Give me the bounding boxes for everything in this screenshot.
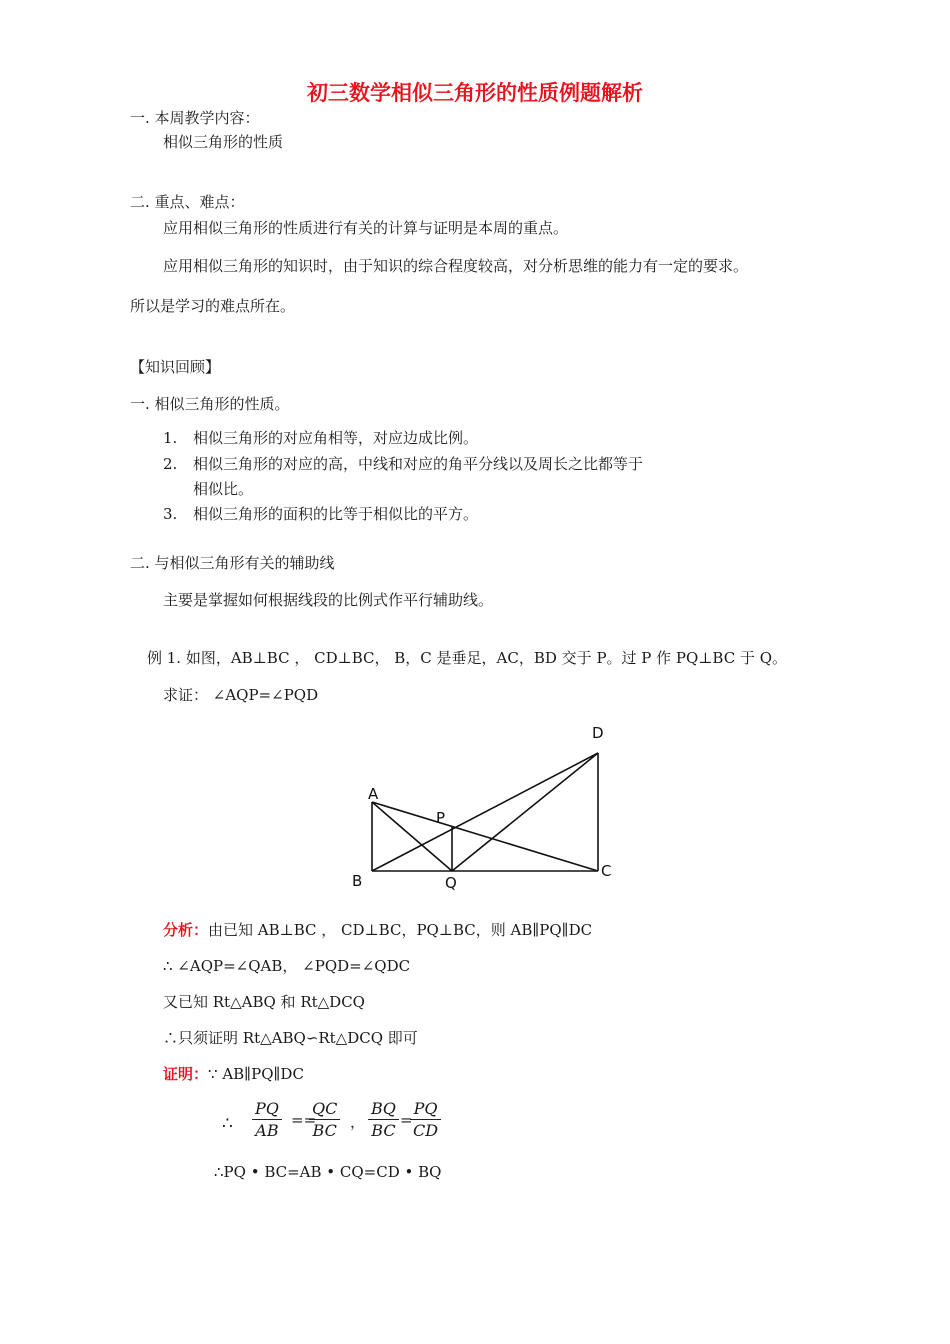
fraction-denominator: BC — [312, 1121, 337, 1140]
example-to-prove: 求证： ∠AQP=∠PQD — [163, 686, 319, 704]
label-B: B — [352, 872, 363, 890]
segment-QD — [452, 753, 598, 871]
list-item-number: 2. — [163, 455, 178, 473]
fraction-denominator: BC — [371, 1121, 396, 1140]
section-2-paragraph-2: 应用相似三角形的知识时，由于知识的综合程度较高，对分析思维的能力有一定的要求。 — [163, 257, 749, 275]
section-2-heading: 二. 重点、难点： — [130, 193, 245, 211]
fraction-numerator: PQ — [255, 1099, 279, 1118]
example-statement: 例 1. 如图，AB⊥BC ， CD⊥BC， B，C 是垂足，AC，BD 交于 P。过 P 作 PQ⊥BC 于 Q。 — [147, 649, 788, 667]
geometry-figure — [340, 715, 630, 895]
label-C: C — [601, 862, 612, 880]
section-1-content: 相似三角形的性质 — [163, 133, 284, 151]
fraction-denominator: CD — [413, 1121, 439, 1140]
list-item-text: 相似三角形的对应角相等，对应边成比例。 — [193, 429, 479, 447]
fraction-numerator: BQ — [371, 1099, 396, 1118]
equals-sign: == — [291, 1111, 317, 1129]
fraction-qc-bc — [309, 1099, 340, 1142]
section-2-paragraph-2-continued: 所以是学习的难点所在。 — [130, 297, 296, 315]
proof-line-1 — [163, 1064, 304, 1084]
comma: ， — [350, 1113, 366, 1131]
list-item-text: 相似比。 — [193, 480, 254, 498]
fraction-pq-ab — [252, 1099, 282, 1142]
equals-sign: = — [400, 1111, 413, 1129]
proof-conclusion: ∴PQ • BC=AB • CQ=CD • BQ — [214, 1163, 442, 1181]
review-heading: 【知识回顾】 — [130, 358, 221, 376]
fraction-numerator: PQ — [413, 1099, 438, 1118]
section-2-paragraph-1: 应用相似三角形的性质进行有关的计算与证明是本周的重点。 — [163, 219, 569, 237]
analysis-line-3: 又已知 Rt△ABQ 和 Rt△DCQ — [163, 993, 365, 1011]
section-1-heading: 一. 本周教学内容： — [130, 109, 260, 127]
label-Q: Q — [445, 874, 457, 892]
fraction-numerator: QC — [312, 1099, 338, 1118]
proof-text-1: ∵ AB∥PQ∥DC — [208, 1065, 304, 1083]
analysis-label: 分析： — [163, 921, 209, 939]
list-item-number: 3. — [163, 505, 178, 523]
proof-label: 证明： — [163, 1065, 209, 1083]
page-title: 初三数学相似三角形的性质例题解析 — [307, 81, 643, 105]
list-item-text: 相似三角形的面积的比等于相似比的平方。 — [193, 505, 479, 523]
analysis-line-4: ∴只须证明 Rt△ABQ∽Rt△DCQ 即可 — [163, 1029, 418, 1047]
fraction-denominator: AB — [255, 1121, 279, 1140]
review-subheading-1: 一. 相似三角形的性质。 — [130, 395, 290, 413]
label-A: A — [368, 785, 379, 803]
analysis-line-2: ∴ ∠AQP=∠QAB， ∠PQD=∠QDC — [163, 957, 411, 975]
label-P: P — [436, 809, 446, 827]
list-item-text: 相似三角形的对应的高，中线和对应的角平分线以及周长之比都等于 — [193, 455, 644, 473]
review-subheading-2-text: 主要是掌握如何根据线段的比例式作平行辅助线。 — [163, 591, 494, 609]
therefore-symbol: ∴ — [222, 1114, 233, 1134]
review-subheading-2: 二. 与相似三角形有关的辅助线 — [130, 554, 335, 572]
fraction-bq-bc — [368, 1099, 399, 1142]
fraction-pq-cd — [410, 1099, 441, 1142]
label-D: D — [592, 724, 604, 742]
list-item-number: 1. — [163, 429, 178, 447]
analysis-text-1: 由已知 AB⊥BC ， CD⊥BC，PQ⊥BC，则 AB∥PQ∥DC — [208, 921, 593, 939]
analysis-line-1 — [163, 920, 592, 940]
